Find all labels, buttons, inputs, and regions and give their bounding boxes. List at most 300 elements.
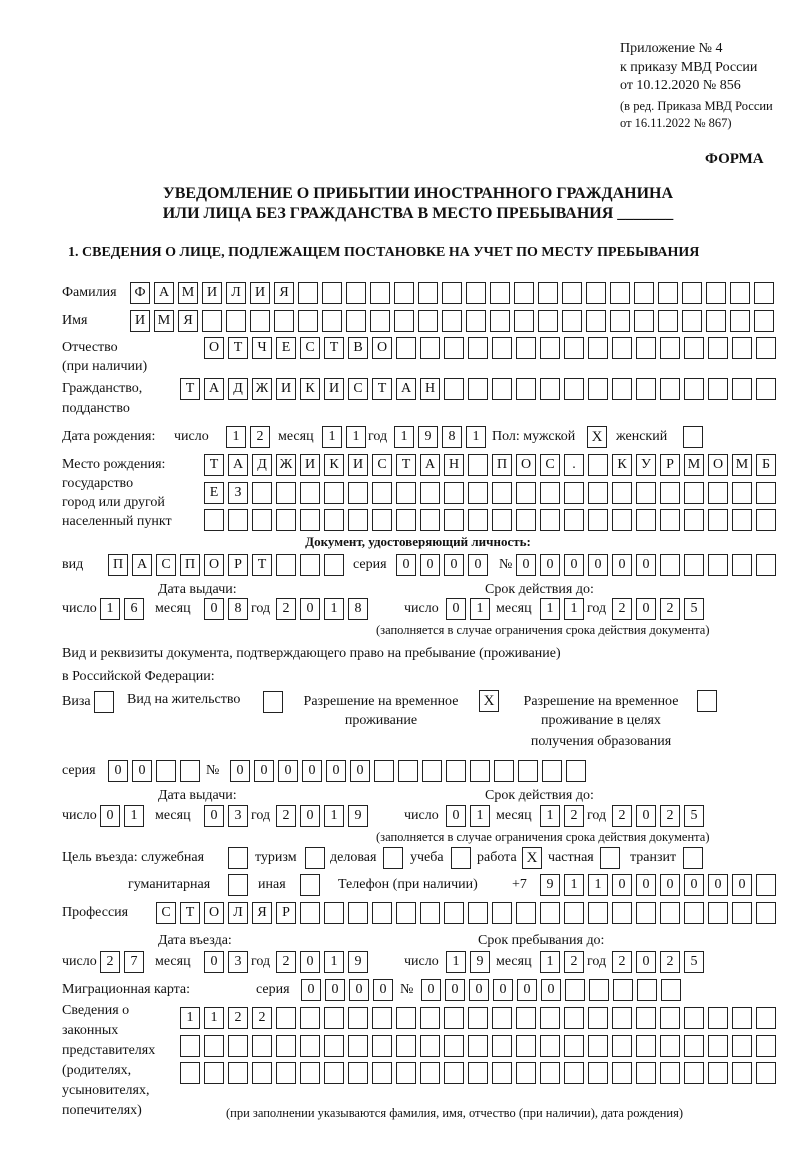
temporary-residence-checkbox[interactable]: X [479,690,499,712]
char-cell[interactable]: М [154,310,174,332]
char-cell[interactable]: 1 [100,598,120,620]
char-cell[interactable] [396,1007,416,1029]
char-cell[interactable] [442,310,462,332]
char-cell[interactable]: 2 [228,1007,248,1029]
char-cell[interactable] [540,902,560,924]
char-cell[interactable]: И [324,378,344,400]
char-cell[interactable]: 0 [636,951,656,973]
char-cell[interactable]: 5 [684,805,704,827]
char-cell[interactable]: Ч [252,337,272,359]
char-cell[interactable] [300,509,320,531]
char-cell[interactable] [156,760,176,782]
char-cell[interactable] [708,378,728,400]
char-cell[interactable]: Т [372,378,392,400]
char-cell[interactable] [684,337,704,359]
char-cell[interactable]: У [636,454,656,476]
char-cell[interactable] [276,554,296,576]
char-cell[interactable] [372,482,392,504]
char-cell[interactable]: Л [228,902,248,924]
char-cell[interactable] [565,979,585,1001]
char-cell[interactable] [348,482,368,504]
char-cell[interactable] [180,1062,200,1084]
char-cell[interactable]: Л [226,282,246,304]
char-cell[interactable]: 0 [421,979,441,1001]
char-cell[interactable]: 0 [420,554,440,576]
char-cell[interactable] [588,509,608,531]
char-cell[interactable] [636,1062,656,1084]
char-cell[interactable] [348,902,368,924]
char-cell[interactable] [396,509,416,531]
char-cell[interactable] [684,1062,704,1084]
char-cell[interactable] [372,1007,392,1029]
char-cell[interactable] [634,310,654,332]
visa-checkbox[interactable] [94,691,114,713]
char-cell[interactable] [756,874,776,896]
char-cell[interactable] [202,310,222,332]
char-cell[interactable]: В [348,337,368,359]
char-cell[interactable] [732,378,752,400]
char-cell[interactable] [420,337,440,359]
char-cell[interactable] [588,902,608,924]
char-cell[interactable] [466,282,486,304]
char-cell[interactable]: Т [396,454,416,476]
purpose-study-checkbox[interactable] [451,847,471,869]
char-cell[interactable] [516,482,536,504]
purpose-official-checkbox[interactable] [228,847,248,869]
char-cell[interactable]: 2 [564,805,584,827]
char-cell[interactable]: Е [204,482,224,504]
char-cell[interactable]: П [180,554,200,576]
char-cell[interactable] [394,282,414,304]
char-cell[interactable] [396,902,416,924]
char-cell[interactable]: 0 [493,979,513,1001]
char-cell[interactable]: 0 [350,760,370,782]
char-cell[interactable]: С [300,337,320,359]
char-cell[interactable] [370,310,390,332]
char-cell[interactable]: 7 [124,951,144,973]
char-cell[interactable]: 0 [732,874,752,896]
char-cell[interactable] [564,902,584,924]
char-cell[interactable] [732,482,752,504]
char-cell[interactable]: 2 [276,598,296,620]
char-cell[interactable] [732,902,752,924]
char-cell[interactable] [540,482,560,504]
char-cell[interactable] [324,902,344,924]
char-cell[interactable] [324,482,344,504]
char-cell[interactable] [324,509,344,531]
char-cell[interactable] [756,337,776,359]
char-cell[interactable]: 2 [612,951,632,973]
char-cell[interactable] [708,902,728,924]
char-cell[interactable] [732,337,752,359]
char-cell[interactable] [634,282,654,304]
char-cell[interactable] [588,1035,608,1057]
char-cell[interactable]: П [492,454,512,476]
char-cell[interactable] [468,902,488,924]
char-cell[interactable]: К [300,378,320,400]
char-cell[interactable] [418,282,438,304]
char-cell[interactable]: 0 [517,979,537,1001]
char-cell[interactable] [468,1035,488,1057]
char-cell[interactable]: 1 [324,805,344,827]
char-cell[interactable] [542,760,562,782]
char-cell[interactable]: И [300,454,320,476]
char-cell[interactable] [732,1035,752,1057]
char-cell[interactable]: 6 [124,598,144,620]
char-cell[interactable]: 9 [418,426,438,448]
char-cell[interactable] [610,310,630,332]
char-cell[interactable] [346,310,366,332]
char-cell[interactable] [732,509,752,531]
char-cell[interactable] [564,337,584,359]
sex-male-checkbox[interactable]: X [587,426,607,448]
char-cell[interactable]: 2 [660,951,680,973]
char-cell[interactable]: 0 [684,874,704,896]
char-cell[interactable]: 3 [228,951,248,973]
char-cell[interactable] [589,979,609,1001]
char-cell[interactable] [756,1035,776,1057]
char-cell[interactable] [470,760,490,782]
char-cell[interactable] [562,282,582,304]
char-cell[interactable] [372,509,392,531]
char-cell[interactable]: 0 [204,805,224,827]
char-cell[interactable]: Д [228,378,248,400]
char-cell[interactable]: 1 [588,874,608,896]
char-cell[interactable] [300,902,320,924]
char-cell[interactable] [372,1035,392,1057]
char-cell[interactable] [660,1035,680,1057]
char-cell[interactable] [276,482,296,504]
char-cell[interactable] [420,902,440,924]
char-cell[interactable] [444,902,464,924]
char-cell[interactable]: 2 [276,951,296,973]
char-cell[interactable] [252,509,272,531]
char-cell[interactable]: 9 [348,805,368,827]
char-cell[interactable]: Н [420,378,440,400]
char-cell[interactable] [324,1062,344,1084]
char-cell[interactable] [180,760,200,782]
char-cell[interactable] [588,454,608,476]
char-cell[interactable] [516,1035,536,1057]
char-cell[interactable]: А [228,454,248,476]
char-cell[interactable] [516,509,536,531]
char-cell[interactable] [612,902,632,924]
char-cell[interactable] [660,1062,680,1084]
char-cell[interactable]: И [250,282,270,304]
char-cell[interactable] [516,337,536,359]
char-cell[interactable]: 0 [204,951,224,973]
char-cell[interactable]: 1 [470,805,490,827]
char-cell[interactable] [468,509,488,531]
char-cell[interactable] [684,554,704,576]
char-cell[interactable] [492,509,512,531]
char-cell[interactable] [492,1035,512,1057]
char-cell[interactable]: 3 [228,805,248,827]
char-cell[interactable]: 0 [469,979,489,1001]
char-cell[interactable]: 1 [124,805,144,827]
char-cell[interactable] [684,378,704,400]
char-cell[interactable]: Д [252,454,272,476]
char-cell[interactable] [586,310,606,332]
char-cell[interactable] [514,310,534,332]
char-cell[interactable]: 0 [349,979,369,1001]
char-cell[interactable]: 8 [442,426,462,448]
char-cell[interactable]: 0 [636,598,656,620]
char-cell[interactable] [300,1007,320,1029]
residence-permit-checkbox[interactable] [263,691,283,713]
char-cell[interactable]: Т [324,337,344,359]
char-cell[interactable] [226,310,246,332]
char-cell[interactable]: О [372,337,392,359]
char-cell[interactable]: 1 [540,805,560,827]
char-cell[interactable] [420,1062,440,1084]
char-cell[interactable]: 0 [108,760,128,782]
char-cell[interactable] [566,760,586,782]
char-cell[interactable] [540,509,560,531]
char-cell[interactable] [660,509,680,531]
char-cell[interactable] [756,554,776,576]
char-cell[interactable] [540,378,560,400]
char-cell[interactable] [732,1007,752,1029]
char-cell[interactable]: 9 [470,951,490,973]
char-cell[interactable] [660,482,680,504]
char-cell[interactable] [442,282,462,304]
char-cell[interactable]: 1 [322,426,342,448]
char-cell[interactable]: 0 [444,554,464,576]
char-cell[interactable] [514,282,534,304]
char-cell[interactable] [228,509,248,531]
char-cell[interactable] [613,979,633,1001]
char-cell[interactable] [612,337,632,359]
char-cell[interactable]: 0 [468,554,488,576]
char-cell[interactable]: Т [180,378,200,400]
char-cell[interactable] [204,509,224,531]
char-cell[interactable] [682,310,702,332]
char-cell[interactable] [588,337,608,359]
char-cell[interactable] [564,509,584,531]
char-cell[interactable] [564,1007,584,1029]
char-cell[interactable] [516,1062,536,1084]
char-cell[interactable]: 1 [564,598,584,620]
char-cell[interactable] [756,902,776,924]
char-cell[interactable] [538,282,558,304]
char-cell[interactable]: И [202,282,222,304]
purpose-private-checkbox[interactable] [600,847,620,869]
char-cell[interactable]: 1 [540,598,560,620]
char-cell[interactable] [490,310,510,332]
char-cell[interactable]: 1 [470,598,490,620]
char-cell[interactable] [492,902,512,924]
char-cell[interactable]: З [228,482,248,504]
char-cell[interactable]: Я [252,902,272,924]
char-cell[interactable]: 2 [660,598,680,620]
char-cell[interactable] [300,1062,320,1084]
char-cell[interactable] [708,509,728,531]
char-cell[interactable] [420,482,440,504]
char-cell[interactable]: 2 [612,598,632,620]
char-cell[interactable]: 2 [660,805,680,827]
char-cell[interactable] [612,1035,632,1057]
char-cell[interactable] [636,1035,656,1057]
char-cell[interactable] [466,310,486,332]
char-cell[interactable] [468,1062,488,1084]
char-cell[interactable]: 0 [660,874,680,896]
char-cell[interactable]: 0 [516,554,536,576]
char-cell[interactable] [468,482,488,504]
char-cell[interactable] [204,1035,224,1057]
char-cell[interactable] [398,760,418,782]
char-cell[interactable] [204,1062,224,1084]
char-cell[interactable] [564,378,584,400]
char-cell[interactable] [564,1035,584,1057]
char-cell[interactable]: 0 [540,554,560,576]
char-cell[interactable]: И [348,454,368,476]
char-cell[interactable] [610,282,630,304]
char-cell[interactable] [444,1035,464,1057]
char-cell[interactable]: 9 [540,874,560,896]
char-cell[interactable]: М [732,454,752,476]
char-cell[interactable] [660,378,680,400]
char-cell[interactable] [252,1062,272,1084]
char-cell[interactable] [418,310,438,332]
temporary-residence-education-checkbox[interactable] [697,690,717,712]
char-cell[interactable] [420,509,440,531]
char-cell[interactable] [540,1035,560,1057]
char-cell[interactable] [324,1007,344,1029]
char-cell[interactable]: И [276,378,296,400]
char-cell[interactable] [374,760,394,782]
char-cell[interactable] [538,310,558,332]
char-cell[interactable] [444,337,464,359]
char-cell[interactable]: К [612,454,632,476]
char-cell[interactable] [420,1007,440,1029]
char-cell[interactable]: 0 [612,554,632,576]
char-cell[interactable]: 9 [348,951,368,973]
char-cell[interactable] [394,310,414,332]
char-cell[interactable]: А [132,554,152,576]
char-cell[interactable] [396,1062,416,1084]
char-cell[interactable]: К [324,454,344,476]
char-cell[interactable]: 1 [324,598,344,620]
char-cell[interactable] [518,760,538,782]
char-cell[interactable]: 1 [564,874,584,896]
char-cell[interactable] [468,1007,488,1029]
char-cell[interactable] [324,1035,344,1057]
char-cell[interactable] [348,1035,368,1057]
char-cell[interactable]: 2 [100,951,120,973]
char-cell[interactable] [276,1007,296,1029]
char-cell[interactable] [372,1062,392,1084]
char-cell[interactable]: 1 [324,951,344,973]
char-cell[interactable] [708,482,728,504]
char-cell[interactable] [636,482,656,504]
char-cell[interactable] [588,482,608,504]
char-cell[interactable] [396,482,416,504]
char-cell[interactable] [684,1007,704,1029]
char-cell[interactable] [468,337,488,359]
char-cell[interactable] [324,554,344,576]
char-cell[interactable] [516,902,536,924]
char-cell[interactable]: О [708,454,728,476]
char-cell[interactable] [706,282,726,304]
char-cell[interactable]: 0 [636,874,656,896]
char-cell[interactable] [754,310,774,332]
char-cell[interactable] [490,282,510,304]
char-cell[interactable]: М [178,282,198,304]
char-cell[interactable] [540,1007,560,1029]
char-cell[interactable]: 0 [300,951,320,973]
char-cell[interactable] [612,378,632,400]
char-cell[interactable] [276,1062,296,1084]
char-cell[interactable] [708,1035,728,1057]
char-cell[interactable] [756,378,776,400]
char-cell[interactable]: Ж [252,378,272,400]
char-cell[interactable]: А [154,282,174,304]
char-cell[interactable] [756,509,776,531]
char-cell[interactable] [468,454,488,476]
char-cell[interactable]: 0 [636,805,656,827]
char-cell[interactable] [706,310,726,332]
char-cell[interactable] [446,760,466,782]
char-cell[interactable]: С [372,454,392,476]
char-cell[interactable] [346,282,366,304]
char-cell[interactable] [660,554,680,576]
char-cell[interactable] [372,902,392,924]
char-cell[interactable] [540,337,560,359]
char-cell[interactable] [492,378,512,400]
char-cell[interactable] [612,1007,632,1029]
char-cell[interactable]: О [204,337,224,359]
char-cell[interactable] [422,760,442,782]
char-cell[interactable]: 0 [325,979,345,1001]
char-cell[interactable]: 0 [445,979,465,1001]
char-cell[interactable]: А [396,378,416,400]
char-cell[interactable]: Ф [130,282,150,304]
char-cell[interactable] [322,282,342,304]
char-cell[interactable]: 5 [684,951,704,973]
char-cell[interactable] [612,1062,632,1084]
char-cell[interactable]: 2 [276,805,296,827]
char-cell[interactable]: 2 [250,426,270,448]
char-cell[interactable]: 1 [394,426,414,448]
char-cell[interactable] [300,1035,320,1057]
char-cell[interactable] [586,282,606,304]
char-cell[interactable] [636,902,656,924]
char-cell[interactable]: 0 [612,874,632,896]
char-cell[interactable]: 0 [636,554,656,576]
char-cell[interactable] [252,1035,272,1057]
char-cell[interactable] [756,1007,776,1029]
char-cell[interactable]: Т [228,337,248,359]
char-cell[interactable]: С [156,554,176,576]
char-cell[interactable]: Р [660,454,680,476]
char-cell[interactable]: С [348,378,368,400]
char-cell[interactable]: 0 [302,760,322,782]
char-cell[interactable]: 0 [301,979,321,1001]
char-cell[interactable]: 0 [100,805,120,827]
char-cell[interactable] [540,1062,560,1084]
char-cell[interactable] [274,310,294,332]
char-cell[interactable] [300,554,320,576]
char-cell[interactable] [252,482,272,504]
char-cell[interactable]: 1 [466,426,486,448]
char-cell[interactable] [228,1035,248,1057]
char-cell[interactable]: 2 [612,805,632,827]
char-cell[interactable]: 0 [326,760,346,782]
char-cell[interactable] [708,1007,728,1029]
sex-female-checkbox[interactable] [683,426,703,448]
char-cell[interactable] [732,1062,752,1084]
